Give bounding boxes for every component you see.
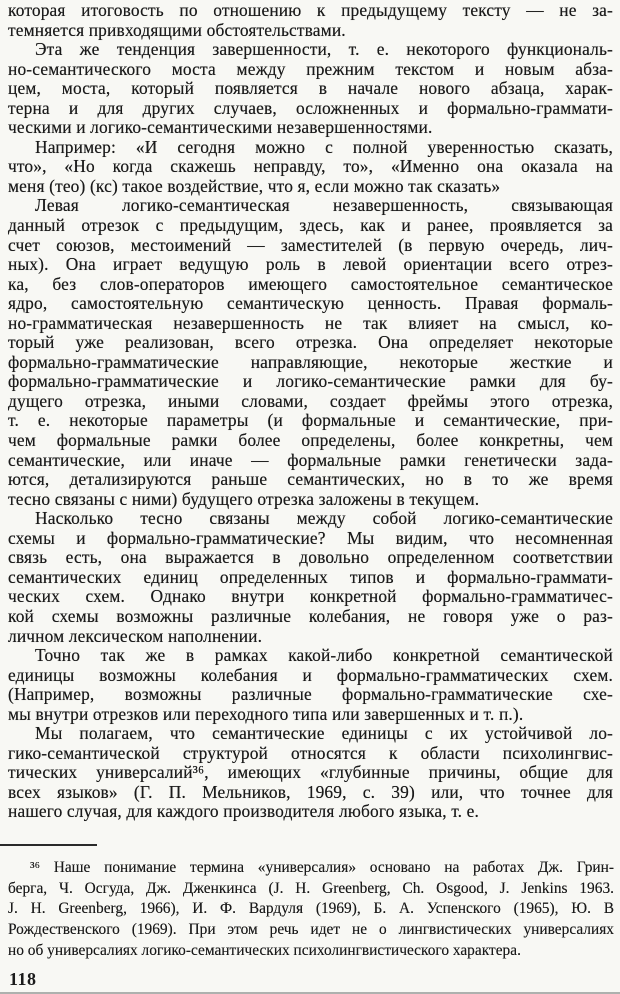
text-line: т. е. некоторые параметры (и формальные и семантические, при- (8, 410, 613, 431)
text-line: ³⁶ Наше понимание термина «универсалия» основано на работах Дж. Грин- (30, 859, 614, 876)
text-line: счет союзов, местоимений — заместителей (в первую очередь, лич- (8, 234, 613, 255)
paragraph (8, 40, 613, 138)
text-line: ных). Она играет ведущую роль в левой ориентации всего отрез- (8, 254, 613, 275)
text-line: формально-грамматические направляющие, некоторые жесткие и (8, 351, 613, 372)
text-line: меня (тео) (кс) такое воздействие, что я, если можно так сказать» (8, 175, 501, 196)
text-line: ядро, самостоятельную семантическую ценность. Правая формаль- (8, 293, 613, 314)
text-line: Рождественского (1969). При этом речь идет не о лингвистических универсалиях (8, 921, 614, 939)
text-line: данный отрезок с предыдущим, здесь, как и ранее, проявляется за (8, 215, 613, 236)
text-line: ка, без слов-операторов имеющего самостоятельное семантическое (8, 273, 613, 294)
paragraph (8, 724, 613, 822)
text-line: Левая логико-семантическая незавершенность, связывающая (35, 195, 613, 216)
page-number: 118 (9, 969, 37, 989)
text-line: но-семантического моста между прежним текстом и новым абза- (8, 58, 613, 79)
text-line: гико-семантической структурой относятся к области психолингвис- (8, 742, 613, 763)
paragraph (8, 858, 614, 962)
paragraph (8, 646, 613, 724)
text-line: кой схемы возможны различные колебания, не говоря уже о раз- (8, 605, 613, 626)
text-line: Точно так же в рамках какой-либо конкретной семантической (35, 645, 613, 666)
paragraph (8, 1, 613, 40)
footnote-separator (0, 844, 97, 846)
text-line: ческими и логико-семантическими незавершенностями. (8, 117, 433, 138)
paragraph (8, 196, 613, 509)
text-line: тических универсалий³⁶, имеющих «глубинные причины, общие для (8, 762, 613, 783)
text-line: всех языков» (Г. П. Мельников, 1969, с. 39) или, что точнее для (8, 781, 613, 802)
text-line: тесно связаны с ними) будущего отрезка заложены в текущем. (8, 488, 480, 509)
text-line: личном лексическом наполнении. (8, 625, 263, 646)
text-line: мы внутри отрезков или переходного типа или завершенных и т. п.). (8, 703, 524, 724)
text-line: формально-грамматические и логико-семантические рамки для бу- (8, 371, 613, 392)
text-line: но об универсалиях логико-семантических психолингвистического характера. (8, 941, 521, 959)
text-line: которая итоговость по отношению к предыдущему тексту — не за- (8, 0, 613, 20)
paragraph (8, 509, 613, 646)
text-line: ются, детализируются раньше семантических, но в то же время (8, 469, 613, 490)
text-line: нашего случая, для каждого производителя любого языка, т. е. (8, 801, 480, 822)
text-line: Например: «И сегодня можно с полной уверенностью сказать, (35, 136, 613, 157)
text-line: Насколько тесно связаны между собой логико-семантические (35, 508, 613, 529)
text-line: единицы возможны колебания и формально-грамматических схем. (8, 664, 613, 685)
text-line: дущего отрезка, иными словами, создает фреймы этого отрезка, (8, 390, 613, 411)
text-line: схемы и формально-грамматические? Мы видим, что несомненная (8, 527, 613, 548)
text-line: J. H. Greenberg, 1966), И. Ф. Вардуля (1969), Б. А. Успенского (1965), Ю. В (8, 900, 614, 918)
text-line: ческих схем. Однако внутри конкретной формально-грамматичес- (8, 586, 613, 607)
text-line: Мы полагаем, что семантические единицы с их устойчивой ло- (35, 723, 613, 744)
text-line: цем, моста, который появляется в начале нового абзаца, харак- (8, 78, 613, 99)
text-line: связь есть, она выражается в довольно определенном соответствии (8, 547, 613, 568)
text-line: берга, Ч. Осгуда, Дж. Дженкинса (J. H. Greenberg, Ch. Osgood, J. Jenkins 1963. (8, 879, 614, 897)
body-text (8, 1, 613, 822)
text-line: темняется привходящими обстоятельствами. (8, 19, 346, 40)
text-line: что», «Но когда скажешь неправду, то», «Именно она оказала на (8, 156, 613, 177)
text-line: Эта же тенденция завершенности, т. е. некоторого функциональ- (35, 39, 613, 60)
text-line: торый уже реализован, всего отрезка. Она определяет некоторые (8, 332, 613, 353)
footnote (8, 858, 614, 962)
text-line: семантических единиц определенных типов и формально-граммати- (8, 566, 613, 587)
text-line: семантические, или иначе — формальные рамки генетически зада- (8, 449, 613, 470)
paragraph (8, 138, 613, 197)
text-line: чем формальные рамки более определены, более конкретны, чем (8, 430, 613, 451)
text-line: (Например, возможны различные формально-грамматические схе- (8, 684, 613, 705)
text-line: терна и для других случаев, осложненных и формально-граммати- (8, 97, 613, 118)
text-line: но-грамматическая незавершенность не так влияет на смысл, ко- (8, 312, 613, 333)
